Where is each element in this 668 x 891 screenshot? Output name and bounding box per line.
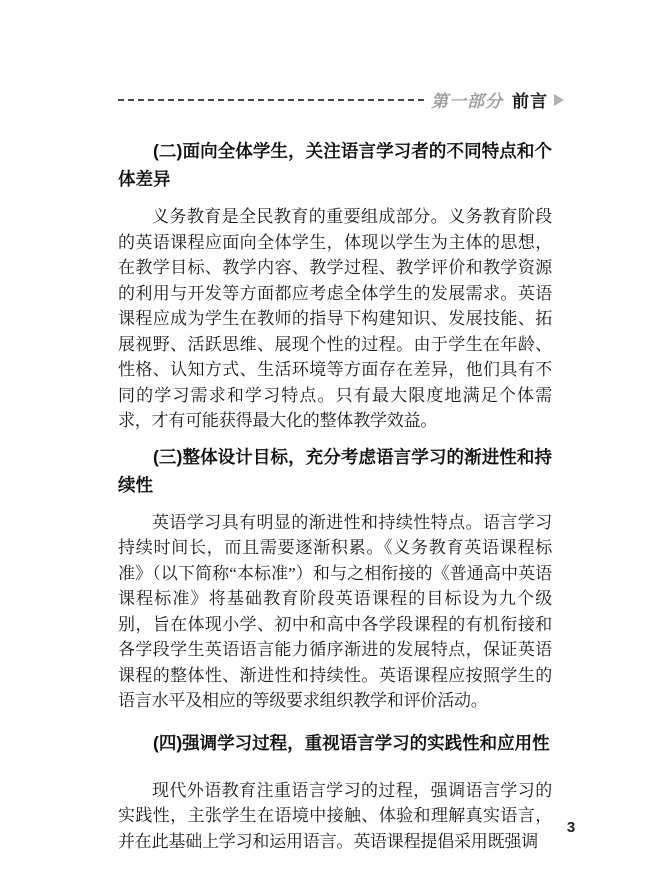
right-triangle-icon [554,94,564,106]
section-paragraph-2: 义务教育是全民教育的重要组成部分。义务教育阶段的英语课程应面向全体学生，体现以学生为主体的思想，在教学目标、教学内容、教学过程、教学评价和教学资源的利用与开发等方面都应考虑全体学生的发展需求。英语课程应成为学生在教师的指导下构建知识、发展技能、拓展视野、活跃思维、展现个性的过程。由于学生在年龄、性格、认知方式、生活环境等方面存在差异，他们具有不同的学习需求和学习特点。只有最大限度地满足个体需求，才有可能获得最大化的整体教学效益。 [118,207,552,430]
header-section-label: 前言 [512,91,548,111]
header-part-label: 第一部分 [431,91,503,111]
section-paragraph-3: 英语学习具有明显的渐进性和持续性特点。语言学习持续时间长，而且需要逐渐积累。《义务教育英语课程标准》（以下简称“本标准”）和与之相衔接的《普通高中英语课程标准》将基础教育阶段英语课程的目标设为九个级别，旨在体现小学、初中和高中各学段课程的有机衔接和各学段学生英语语言能力循序渐进的发展特点，保证英语课程的整体性、渐进性和持续性。英语课程应按照学生的语言水平及相应的等级要求组织教学和评价活动。 [118,512,552,710]
section-heading-2: (二)面向全体学生，关注语言学习者的不同特点和个体差异 [118,141,552,189]
section-heading-3: (三)整体设计目标，充分考虑语言学习的渐进性和持续性 [118,446,552,495]
section-heading-4: (四)强调学习过程，重视语言学习的实践性和应用性 [153,732,550,753]
section-paragraph-4: 现代外语教育注重语言学习的过程，强调语言学习的实践性，主张学生在语境中接触、体验和理解真实语言，并在此基础上学习和运用语言。英语课程提倡采用既强调 [118,780,552,851]
page-number: 3 [566,819,576,836]
running-header [118,88,564,110]
header-dotted-rule [118,99,424,101]
page-content [118,137,552,857]
